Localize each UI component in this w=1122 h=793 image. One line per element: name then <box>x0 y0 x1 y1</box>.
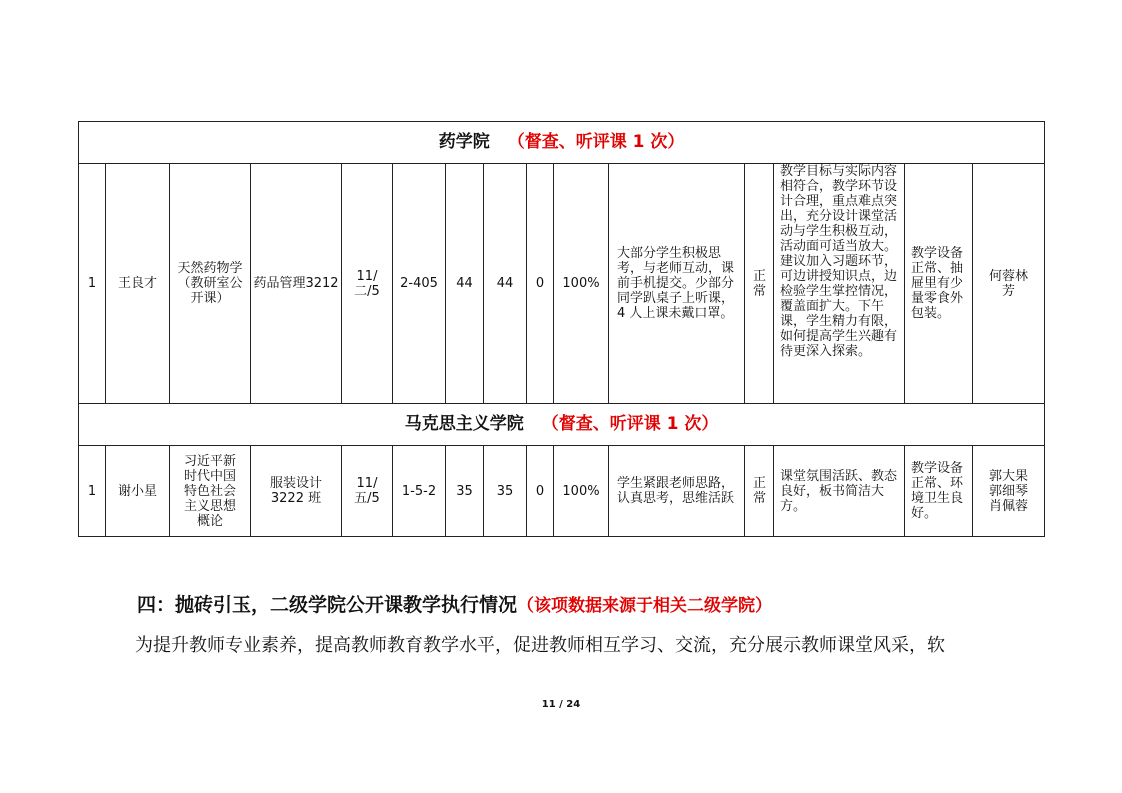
course-name: 天然药物学（教研室公开课） <box>170 164 251 404</box>
room: 2-405 <box>393 164 446 404</box>
teacher-name: 谢小星 <box>106 446 170 537</box>
section-title: 马克思主义学院 <box>404 414 524 434</box>
class-name: 药品管理3212 <box>251 164 342 404</box>
date: 11/五/5 <box>342 446 393 537</box>
section-note: （督查、听评课 1 次） <box>507 132 685 152</box>
section-note: （督查、听评课 1 次） <box>541 414 719 434</box>
order-status: 正常 <box>753 268 767 299</box>
section-heading <box>137 590 772 617</box>
section-header-pharmacy <box>79 122 1045 164</box>
enrolled-count: 35 <box>446 446 484 537</box>
date: 11/二/5 <box>342 164 393 404</box>
teaching-comment: 课堂氛围活跃、教态良好，板书简洁大方。 <box>774 446 905 537</box>
enrolled-count: 44 <box>446 164 484 404</box>
teacher-name: 王良才 <box>106 164 170 404</box>
class-name: 服装设计3222 班 <box>251 446 342 537</box>
absent-count: 0 <box>527 446 554 537</box>
section-title-cell <box>79 122 1045 164</box>
heading-note: （该项数据来源于相关二级学院） <box>517 596 773 616</box>
attendance-rate: 100% <box>554 446 609 537</box>
present-count: 35 <box>484 446 527 537</box>
table-row <box>79 446 1045 537</box>
attendance-rate: 100% <box>554 164 609 404</box>
inspectors: 何蓉林芳 <box>973 164 1045 404</box>
inspection-table <box>78 121 1045 537</box>
order-status-cell <box>745 164 774 404</box>
row-number: 1 <box>79 446 106 537</box>
page-number: 11 / 24 <box>541 699 581 710</box>
body-paragraph: 为提升教师专业素养，提高教师教育教学水平，促进教师相互学习、交流，充分展示教师课堂风采，软 <box>135 635 945 656</box>
facility-comment: 教学设备正常、抽屉里有少量零食外包装。 <box>905 164 973 404</box>
student-status: 学生紧跟老师思路，认真思考，思维活跃 <box>609 446 745 537</box>
order-status-cell <box>745 446 774 537</box>
room: 1-5-2 <box>393 446 446 537</box>
row-number: 1 <box>79 164 106 404</box>
section-title-cell <box>79 404 1045 446</box>
section-header-marxism <box>79 404 1045 446</box>
section-title: 药学院 <box>438 132 490 152</box>
inspectors: 郭大果郭细琴肖佩蓉 <box>973 446 1045 537</box>
student-status: 大部分学生积极思考，与老师互动，课前手机提交。少部分同学趴桌子上听课，4 人上课未戴口罩。 <box>609 164 745 404</box>
heading-main: 四：抛砖引玉，二级学院公开课教学执行情况 <box>137 594 518 616</box>
facility-comment: 教学设备正常、环境卫生良好。 <box>905 446 973 537</box>
absent-count: 0 <box>527 164 554 404</box>
table-row <box>79 164 1045 404</box>
order-status: 正常 <box>753 476 767 506</box>
teaching-comment: 教学目标与实际内容相符合，教学环节设计合理，重点难点突出，充分设计课堂活动与学生积极互动，活动面可适当放大。建议加入习题环节，可边讲授知识点，边检验学生掌控情况，覆盖面扩大。下午课，学生精力有限，如何提高学生兴趣有待更深入探索。 <box>774 164 905 404</box>
present-count: 44 <box>484 164 527 404</box>
course-name: 习近平新时代中国特色社会主义思想概论 <box>170 446 251 537</box>
